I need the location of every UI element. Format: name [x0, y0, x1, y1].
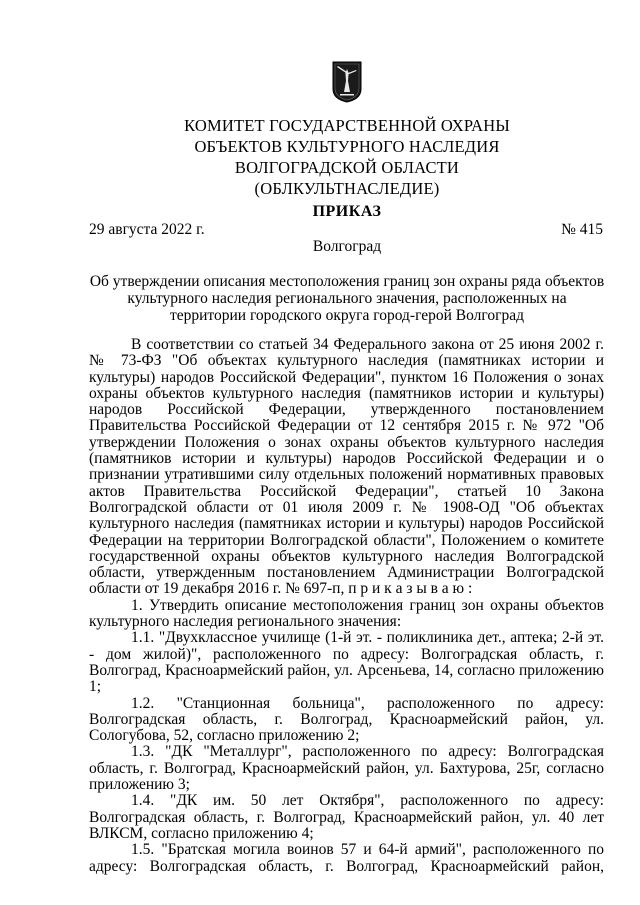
volgograd-region-coat-of-arms-icon [332, 61, 362, 103]
order-city: Волгоград [312, 238, 382, 255]
order-body [89, 337, 604, 875]
org-line: ОБЪЕКТОВ КУЛЬТУРНОГО НАСЛЕДИЯ [194, 137, 500, 156]
org-line: (ОБЛКУЛЬТНАСЛЕДИЕ) [254, 179, 440, 198]
item-paragraph: 1.2. "Станционная больница", расположенного по адресу: Волгоградская область, г. Волгоград, Красноармейский район, ул. Сологубова, 52, согласно приложению 2; [89, 694, 604, 745]
org-line: КОМИТЕТ ГОСУДАРСТВЕННОЙ ОХРАНЫ [184, 116, 510, 135]
item-paragraph: 1.1. "Двухклассное училище (1-й эт. - поликлиника дет., аптека; 2-й эт. - дом жилой)", расположенного по адресу: Волгоградская область, г. Волгоград, Красноармейский район, ул. Арсеньева, 14, согласно приложению 1; [89, 629, 604, 696]
preamble-paragraph: В соответствии со статьей 34 Федерального закона от 25 июня 2002 г. № 73-ФЗ "Об объектах культурного наследия (памятниках истории и культуры) народов Российской Федерации", пунктом 16 Положения о зонах охраны объектов культурного наследия (памятников истории и культуры) народов Российской Федерации, утвержденного постановлением Правительства Российской Федерации от 12 сентября 2015 г. № 972 "Об утверждении Положения о зонах охраны объектов культурного наследия (памятников истории и культуры) народов Российской Федерации и о признании утратившими силу отдельных положений нормативных правовых актов Правительства Российской Федерации", статьей 10 Закона Волгоградской области от 01 июля 2009 г. № 1908-ОД "Об объектах культурного наследия (памятниках истории и культуры) народов Российской Федерации на территории Волгоградской области", Положением о комитете государственной охраны объектов культурного наследия Волгоградской области, утвержденным постановлением Администрации Волгоградской области от 19 декабря 2016 г. № 697-п, п р и к а з ы в а ю : [89, 336, 604, 598]
order-subject: Об утверждении описания местоположения границ зон охраны ряда объектов культурного наследия регионального значения, расположенных на территории городского округа город-герой Волгоград [89, 273, 605, 324]
document-type: ПРИКАЗ [312, 203, 382, 220]
order-date: 29 августа 2022 г. [89, 221, 205, 238]
item-paragraph: 1.3. "ДК "Металлург", расположенного по адресу: Волгоградская область, г. Волгоград, Красноармейский район, ул. Бахтурова, 25г, согласно приложению 3; [89, 743, 604, 794]
org-line: ВОЛГОГРАДСКОЙ ОБЛАСТИ [234, 158, 460, 177]
order-number: № 415 [561, 221, 603, 238]
item-paragraph: 1.5. "Братская могила воинов 57 и 64-й армий", расположенного по адресу: Волгоградская область, г. Волгоград, Красноармейский район, [89, 841, 604, 875]
item-paragraph: 1.4. "ДК им. 50 лет Октября", расположенного по адресу: Волгоградская область, г. Волгоград, Красноармейский район, ул. 40 лет ВЛКСМ, согласно приложению 4; [89, 792, 604, 842]
item-paragraph: 1. Утвердить описание местоположения границ зон охраны объектов культурного наследия регионального значения: [89, 596, 604, 631]
organization-name [0, 115, 640, 199]
